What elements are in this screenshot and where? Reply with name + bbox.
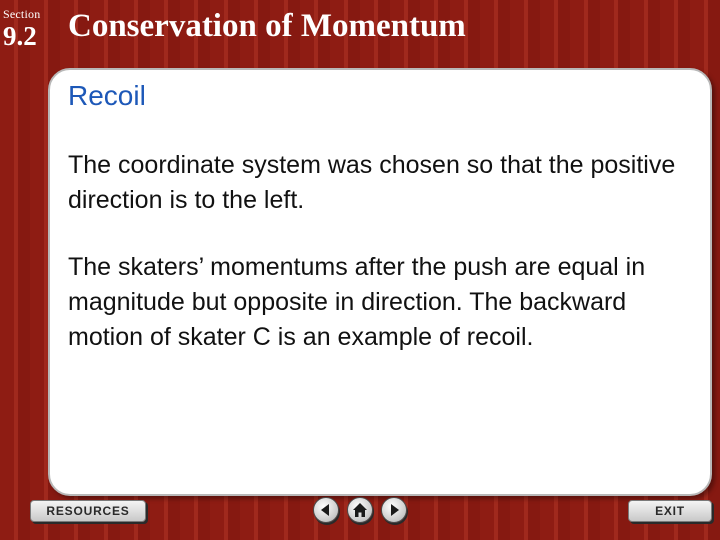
page-title: Conservation of Momentum [68,8,466,44]
home-button[interactable] [347,497,373,523]
home-icon [352,502,368,518]
slide-subtitle: Recoil [68,80,146,111]
paragraph-2: The skaters’ momentums after the push are equal in magnitude but opposite in direction. The backward motion of skater C is an example of recoil. [68,253,646,351]
section-label: Section [3,7,41,21]
exit-button[interactable]: EXIT [628,500,712,522]
resources-button[interactable]: RESOURCES [30,500,146,522]
previous-button[interactable] [313,497,339,523]
section-badge [0,0,50,58]
next-arrow-icon [386,502,402,518]
section-number: 9.2 [3,21,37,51]
next-button[interactable] [381,497,407,523]
previous-arrow-icon [318,502,334,518]
paragraph-1: The coordinate system was chosen so that the positive direction is to the left. [68,151,676,214]
